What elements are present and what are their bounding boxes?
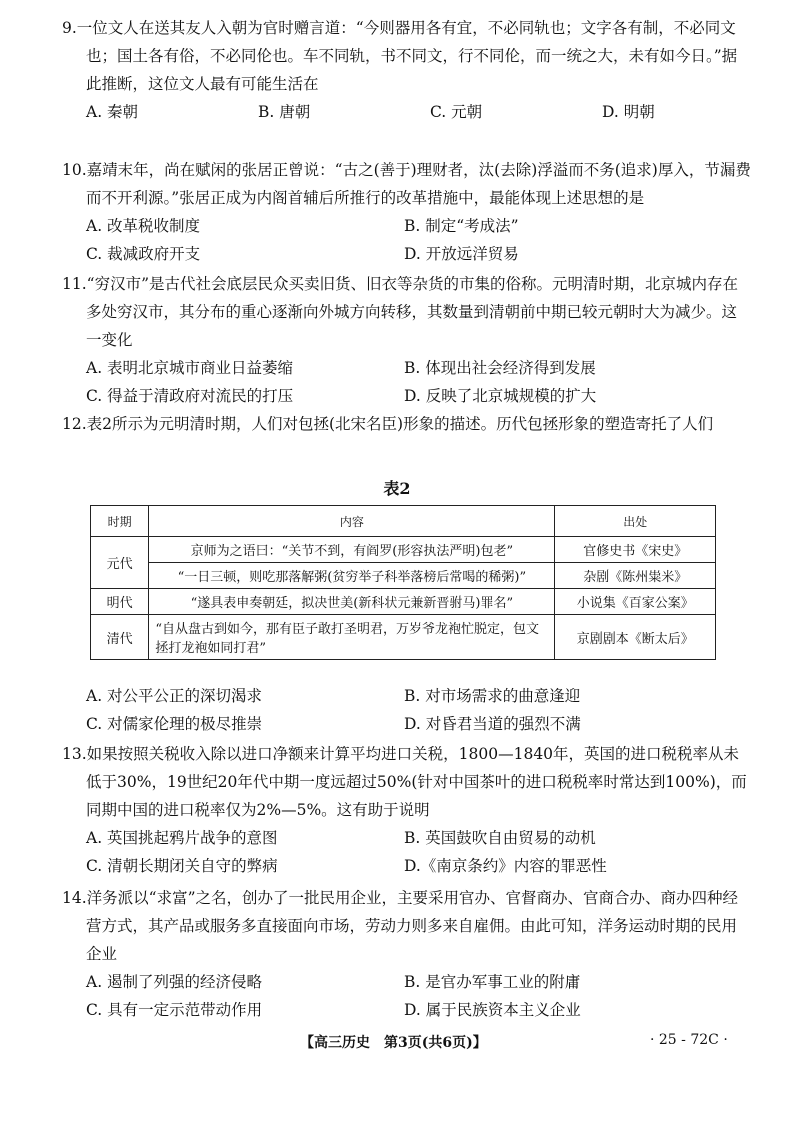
question-stem: 13.如果按照关税收入除以进口净额来计算平均进口关税，1800—1840年，英国的进口税税率从未低于30%，19世纪20年代中期一度远超过50%(针对中国茶叶的进口税税率时常达到100%)，而同期中国的进口税率仅为2%—5%。这有助于说明 [62, 745, 747, 819]
option-a: A. 改革税收制度 [86, 217, 201, 235]
option-d: D. 开放远洋贸易 [404, 245, 519, 263]
question-14 [62, 884, 752, 1024]
option-a: A. 对公平公正的深切渴求 [86, 687, 263, 705]
content-cell: “自从盘古到如今，那有臣子敢打圣明君，万岁爷龙袍忙脱定，包文拯打龙袍如同打君” [149, 615, 555, 660]
option-b: B. 英国鼓吹自由贸易的动机 [404, 829, 596, 847]
era-cell: 明代 [91, 589, 149, 615]
option-d: D. 属于民族资本主义企业 [404, 1001, 581, 1019]
source-cell: 杂剧《陈州粜米》 [555, 563, 716, 589]
option-d: D. 反映了北京城规模的扩大 [404, 387, 597, 405]
option-d: D. 对昏君当道的强烈不满 [404, 715, 581, 733]
option-c: C. 得益于清政府对流民的打压 [86, 387, 294, 405]
content-cell: “一日三顿，则吃那落解粥(贫穷举子科举落榜后常喝的稀粥)” [149, 563, 555, 589]
option-c: C. 对儒家伦理的极尽推崇 [86, 715, 263, 733]
content-cell: “遂具表申奏朝廷，拟决世美(新科状元兼新晋驸马)罪名” [149, 589, 555, 615]
option-d: D.《南京条约》内容的罪恶性 [404, 857, 607, 875]
table-row [91, 589, 716, 615]
option-c: C. 清朝长期闭关自守的弊病 [86, 857, 278, 875]
question-stem: 14.洋务派以“求富”之名，创办了一批民用企业，主要采用官办、官督商办、官商合办、商办四种经营方式，其产品或服务多直接面向市场，劳动力则多来自雇佣。由此可知，洋务运动时期的民用企业 [62, 889, 739, 963]
question-stem: 9.一位文人在送其友人入朝为官时赠言道：“今则器用各有宜，不必同轨也；文字各有制，不必同文也；国土各有俗，不必同伦也。车不同轨，书不同文，行不同伦，而一统之大，未有如今日。”据此推断，这位文人最有可能生活在 [62, 19, 738, 93]
header-era: 时期 [91, 506, 149, 537]
option-b: B. 对市场需求的曲意逢迎 [404, 687, 581, 705]
source-cell: 官修史书《宋史》 [555, 537, 716, 563]
table-row [91, 537, 716, 563]
question-stem: 12.表2所示为元明清时期，人们对包拯(北宋名臣)形象的描述。历代包拯形象的塑造寄托了人们 [62, 415, 714, 433]
question-stem: 11.“穷汉市”是古代社会底层民众买卖旧货、旧衣等杂货的市集的俗称。元明清时期，北京城内存在多处穷汉市，其分布的重心逐渐向外城方向转移，其数量到清朝前中期已较元朝时大为减少。这一变化 [62, 275, 739, 349]
options [62, 354, 752, 410]
footer-code: · 25 - 72C · [650, 1032, 728, 1048]
option-a: A. 表明北京城市商业日益萎缩 [86, 359, 294, 377]
option-b: B. 是官办军事工业的附庸 [404, 973, 581, 991]
option-b: B. 体现出社会经济得到发展 [404, 359, 596, 377]
question-9 [62, 14, 752, 126]
source-cell: 京剧剧本《断太后》 [555, 615, 716, 660]
option-a: A. 遏制了列强的经济侵略 [86, 973, 263, 991]
footer-page-info: 【高三历史 第3页(共6页)】 [300, 1035, 487, 1051]
option-a: A. 英国挑起鸦片战争的意图 [86, 829, 278, 847]
table-header-row [91, 506, 716, 537]
era-cell: 元代 [91, 537, 149, 589]
option-b: B. 唐朝 [258, 103, 311, 121]
option-d: D. 明朝 [602, 103, 655, 121]
option-a: A. 秦朝 [86, 103, 139, 121]
data-table [90, 505, 716, 660]
content-cell: 京师为之语曰：“关节不到，有阎罗(形容执法严明)包老” [149, 537, 555, 563]
question-10 [62, 156, 752, 268]
question-13 [62, 740, 752, 880]
era-cell: 清代 [91, 615, 149, 660]
question-12-options [62, 682, 752, 738]
table-row [91, 615, 716, 660]
header-source: 出处 [555, 506, 716, 537]
source-cell: 小说集《百家公案》 [555, 589, 716, 615]
option-b: B. 制定“考成法” [404, 217, 519, 235]
option-c: C. 裁减政府开支 [86, 245, 201, 263]
option-c: C. 元朝 [430, 103, 483, 121]
question-12 [62, 410, 752, 438]
options [62, 682, 752, 738]
options [62, 212, 752, 268]
table-title: 表2 [383, 479, 411, 498]
header-content: 内容 [149, 506, 555, 537]
table-row [91, 563, 716, 589]
options [62, 824, 752, 880]
options [62, 98, 752, 126]
question-11 [62, 270, 752, 410]
options [62, 968, 752, 1024]
option-c: C. 具有一定示范带动作用 [86, 1001, 263, 1019]
question-stem: 10.嘉靖末年，尚在赋闲的张居正曾说：“古之(善于)理财者，汰(去除)浮溢而不务(追求)厚入，节漏费而不开利源。”张居正成为内阁首辅后所推行的改革措施中，最能体现上述思想的是 [62, 161, 751, 207]
